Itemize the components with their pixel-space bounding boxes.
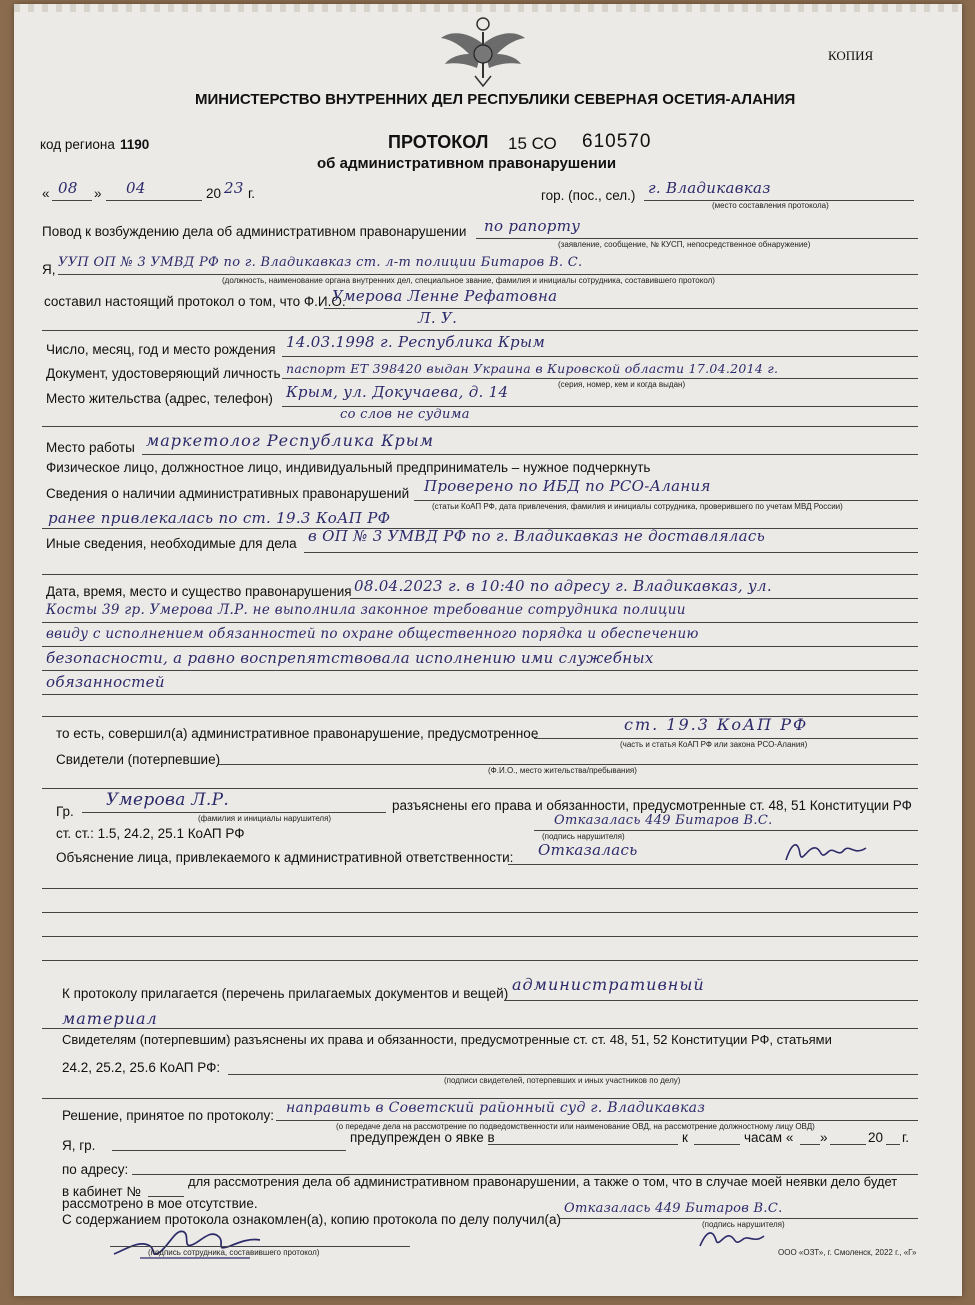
date-month-line [106,200,202,201]
offense-line-3: ввиду с исполнением обязанностей по охране общественного порядка и обеспечению [46,626,699,642]
residence-value-2: со слов не судима [340,407,470,422]
region-code-value: 1190 [120,137,150,152]
officer-caption: (должность, наименование органа внутренних дел, специальное звание, фамилия и инициалы сотрудника, составившего протокол) [222,276,715,285]
officer-sign-caption: (подпись сотрудника, составившего протокол) [148,1248,320,1257]
offense-rule-2 [42,622,918,623]
committed-label: то есть, совершил(а) административное правонарушение, предусмотренное [56,726,539,741]
protocol-series: 15 СО [508,134,557,153]
other-label: Иные сведения, необходимые для дела [46,536,297,551]
offense-line-5: обязанностей [46,673,165,691]
witness-rights-line-1: Свидетелям (потерпевшим) разъяснены их права и обязанности, предусмотренные ст. ст. 48, 51, 52 Конституции РФ, статьями [62,1032,832,1047]
violations-caption: (статьи КоАП РФ, дата привлечения, фамилия и инициалы сотрудника, проверившего по учетам МВД России) [432,502,843,511]
summon-day-line [800,1144,820,1145]
offense-line-4: безопасности, а равно воспрепятствовала исполнению ими служебных [46,649,654,667]
cabinet-text: для рассмотрения дела об административном правонарушении, а также о том, что в случае моей неявки дело будет [188,1174,898,1189]
articles-text: ст. ст.: 1.5, 24.2, 25.1 КоАП РФ [56,826,245,841]
offense-rule-5 [42,694,918,695]
refusal-value: Отказалась 449 Битаров В.С. [554,813,773,828]
citizen-label: Гр. [56,804,74,819]
decision-label: Решение, принятое по протоколу: [62,1108,274,1123]
place-label: гор. (пос., сел.) [541,188,636,203]
residence-line-2 [42,426,918,427]
rights-text: разъяснены его права и обязанности, предусмотренные ст. 48, 51 Конституции РФ [392,798,912,813]
person-type-line: Физическое лицо, должностное лицо, индивидуальный предприниматель – нужное подчеркнуть [46,460,651,475]
id-caption: (серия, номер, кем и когда выдан) [558,380,686,389]
reason-line [476,238,918,239]
witness-rights-line-2: 24.2, 25.2, 25.6 КоАП РФ: [62,1060,221,1075]
composed-line [324,308,918,309]
summon-k: к [682,1130,688,1145]
officer-line [58,274,918,275]
absence-text: рассмотрено в мое отсутствие. [62,1196,258,1211]
work-line [142,454,918,455]
composed-value: Умерова Ленне Рефатовна [332,287,558,305]
explanation-line-5 [42,960,918,961]
other-line [304,552,918,553]
explanation-line-2 [42,888,918,889]
mvd-eagle-emblem [439,14,527,88]
protocol-subtitle: об административном правонарушении [317,155,617,172]
violations-value: Проверено по ИБД по РСО-Алания [424,477,711,495]
copy-label: КОПИЯ [828,48,874,63]
summon-name-line [112,1150,346,1151]
other-line-2 [42,574,918,575]
reason-value: по рапорту [484,217,581,235]
birth-label: Число, месяц, год и место рождения [46,342,276,357]
acquainted-label: С содержанием протокола ознакомлен(а), копию протокола по делу получил(а) [62,1212,562,1227]
composed-value-2: Л. У. [418,309,458,327]
id-value: паспорт ЕТ 398420 выдан Украина в Кировской области 17.04.2014 г. [286,361,779,376]
residence-label: Место жительства (адрес, телефон) [46,391,273,406]
work-label: Место работы [46,440,135,455]
attached-value-2: материал [62,1009,158,1028]
protocol-number: 610570 [582,131,652,152]
witnesses-caption: (Ф.И.О., место жительства/пребывания) [488,766,637,775]
region-code-label: код региона [40,137,115,152]
decision-value: направить в Советский районный суд г. Владикавказ [286,1100,706,1116]
protocol-title: ПРОТОКОЛ [388,132,489,152]
composed-line-2 [42,330,918,331]
officer-prefix: Я, [42,262,56,277]
offense-rule-4 [42,670,918,671]
attached-value: административный [512,975,705,994]
explanation-line-3 [42,912,918,913]
citizen-caption: (фамилия и инициалы нарушителя) [198,814,332,823]
decision-line [276,1120,918,1121]
committed-caption: (часть и статья КоАП РФ или закона РСО-Алания) [620,740,808,749]
date-open-quote: « [42,186,50,201]
offense-line-1: 08.04.2023 г. в 10:40 по адресу г. Владикавказ, ул. [354,577,772,595]
summon-year-line [886,1144,900,1145]
acquainted-value: Отказалась 449 Битаров В.С. [564,1201,783,1216]
summon-time-line [694,1144,740,1145]
printer-info: ООО «ОЗТ», г. Смоленск, 2022 г., «Г» [778,1248,917,1257]
reason-label: Повод к возбуждению дела об административном правонарушении [42,224,467,239]
citizen-value: Умерова Л.Р. [106,790,230,810]
refusal-line [534,830,918,831]
work-value: маркетолог Республика Крым [146,431,435,450]
protocol-sheet [14,4,962,1296]
date-day-line [52,200,92,201]
address-label: по адресу: [62,1162,129,1177]
officer-value: УУП ОП № 3 УМВД РФ по г. Владикавказ ст. л-т полиции Битаров В. С. [58,255,583,270]
offense-label: Дата, время, место и существо правонарушения [46,584,352,599]
cabinet-label: в кабинет № [62,1184,141,1199]
reason-caption: (заявление, сообщение, № КУСП, непосредственное обнаружение) [558,240,811,249]
id-label: Документ, удостоверяющий личность [46,366,281,381]
explanation-line [508,864,918,865]
date-year-end: г. [248,186,256,201]
violator-sign-caption-2: (подпись нарушителя) [702,1220,785,1229]
date-month: 04 [126,179,146,197]
summon-text: предупрежден о явке в [350,1130,495,1145]
violator-sign-caption: (подпись нарушителя) [542,832,625,841]
date-year-suffix: 23 [224,179,244,197]
violations-line [414,500,918,501]
composed-label: составил настоящий протокол о том, что Ф.И.О. [44,294,346,309]
offense-rule-3 [42,646,918,647]
attached-label: К протоколу прилагается (перечень прилагаемых документов и вещей) [62,986,509,1001]
explanation-line-4 [42,936,918,937]
violator-final-signature [694,1218,774,1254]
residence-value: Крым, ул. Докучаева, д. 14 [286,383,509,401]
place-value: г. Владикавказ [648,179,771,197]
explanation-label: Объяснение лица, привлекаемого к административной ответственности: [56,850,514,865]
date-close-quote: » [94,186,102,201]
witnesses-label: Свидетели (потерпевшие) [56,752,221,767]
birth-value: 14.03.1998 г. Республика Крым [286,333,546,351]
summon-hours: часам « [744,1130,794,1145]
violations-value-2: ранее привлекалась по ст. 19.3 КоАП РФ [48,509,391,527]
witness-sign-line-2 [42,1098,918,1099]
ministry-heading: МИНИСТЕРСТВО ВНУТРЕННИХ ДЕЛ РЕСПУБЛИКИ СЕВЕРНАЯ ОСЕТИЯ-АЛАНИЯ [195,91,796,108]
other-value: в ОП № 3 УМВД РФ по г. Владикавказ не доставлялась [308,527,766,545]
date-day: 08 [58,179,78,197]
date-year-prefix: 20 [206,186,222,201]
id-line [282,378,918,379]
decision-caption: (о передаче дела на рассмотрение по подведомственности или наименование ОВД, на рассмотрение должностному лицу ОВД) [336,1122,815,1131]
committed-value: ст. 19.3 КоАП РФ [624,715,809,734]
summon-place-line [488,1144,678,1145]
place-caption: (место составления протокола) [712,201,829,210]
citizen-line [82,812,386,813]
officer-sign-line [110,1246,410,1247]
birth-line [282,356,918,357]
attached-line-2 [42,1028,918,1029]
committed-line [534,738,918,739]
offense-rule-1 [350,598,918,599]
witnesses-line-2 [42,788,918,789]
summon-prefix: Я, гр. [62,1138,96,1153]
summon-month-line [830,1144,866,1145]
witness-sign-line [228,1074,918,1075]
explanation-value: Отказалась [538,841,638,859]
summon-quote: » [820,1130,828,1145]
violations-label: Сведения о наличии административных правонарушений [46,486,410,501]
witnesses-line [218,764,918,765]
attached-line [504,1000,918,1001]
offense-line-2: Косты 39 гр. Умерова Л.Р. не выполнила законное требование сотрудника полиции [46,602,686,618]
witness-sign-caption: (подписи свидетелей, потерпевших и иных участников по делу) [444,1076,681,1085]
summon-year: 20 [868,1130,884,1145]
summon-year-end: г. [902,1130,910,1145]
